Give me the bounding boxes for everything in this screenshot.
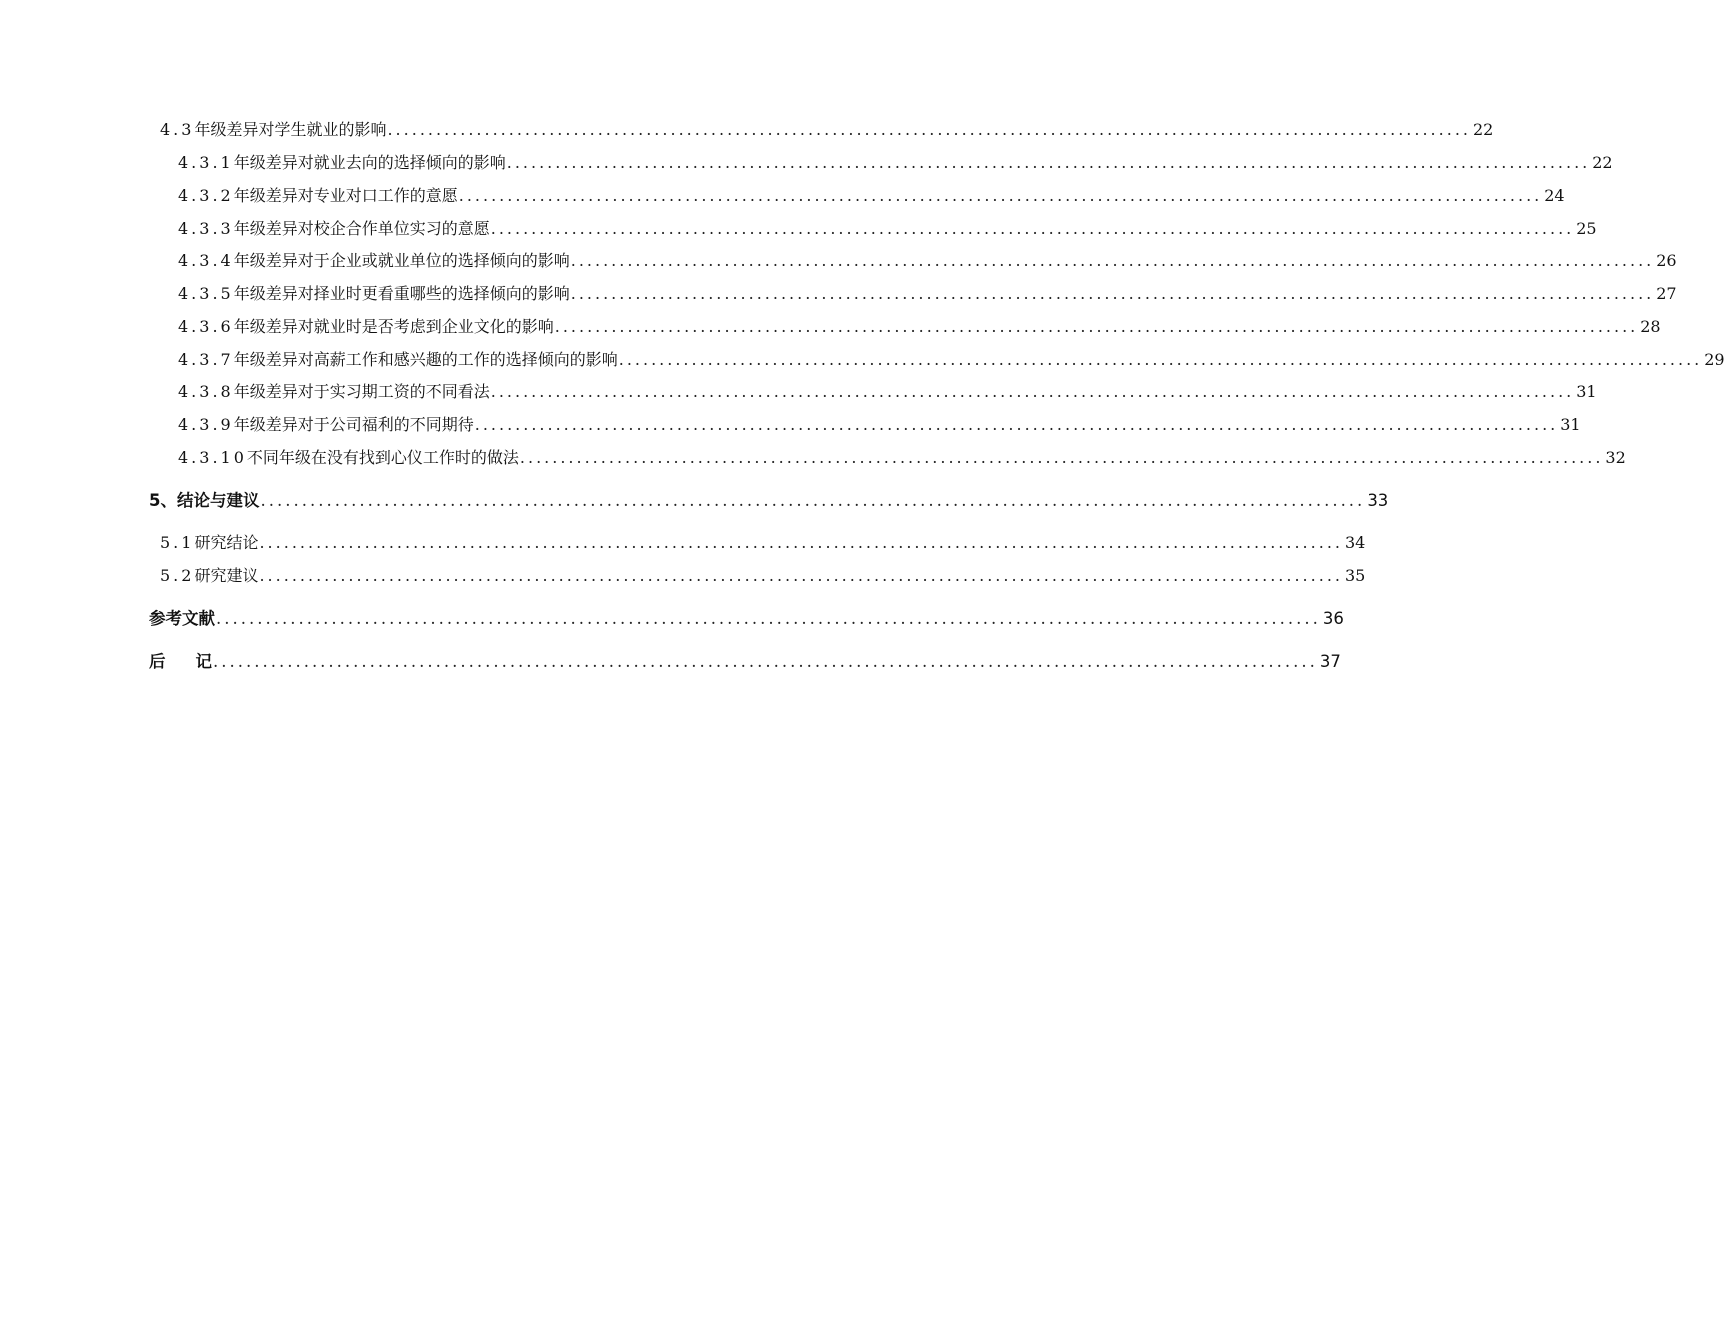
toc-entry-number: 4.3.1 [178, 153, 234, 172]
toc-entry-page: 36 [1322, 609, 1344, 628]
toc-entry[interactable] [178, 183, 1565, 206]
toc-entry-text: 年级差异对就业时是否考虑到企业文化的影响 [233, 317, 554, 336]
toc-entry[interactable] [178, 216, 1597, 239]
toc-entry-page: 31 [1576, 382, 1597, 401]
toc-entry-text: 结论与建议 [176, 491, 260, 510]
toc-chapter-entry[interactable] [149, 648, 1341, 672]
toc-entry-text: 记 [195, 652, 212, 671]
toc-entry-title [178, 183, 458, 206]
toc-entry[interactable] [178, 445, 1626, 468]
toc-entry-page: 35 [1344, 566, 1366, 585]
toc-entry-text: 后 [149, 652, 166, 671]
toc-entry-text: 参考文献 [149, 609, 215, 628]
toc-entry-text: 年级差异对于企业或就业单位的选择倾向的影响 [233, 251, 570, 270]
toc-entry[interactable] [178, 248, 1677, 271]
toc-entry-page: 34 [1344, 533, 1366, 552]
toc-entry-title [149, 487, 259, 511]
toc-leader-dots: ...................................................................................................................................... [260, 491, 1366, 510]
toc-entry-text: 年级差异对于公司福利的不同期待 [233, 415, 474, 434]
toc-entry-text: 年级差异对校企合作单位实习的意愿 [233, 219, 490, 238]
toc-entry[interactable] [160, 117, 1494, 140]
toc-entry-title [178, 248, 570, 271]
toc-chapter-entry[interactable] [149, 487, 1389, 511]
toc-entry-number: 4.3.8 [178, 382, 234, 401]
toc-entry-page: 31 [1560, 415, 1581, 434]
toc-entry-title [160, 563, 258, 586]
toc-entry-page: 22 [1472, 120, 1494, 139]
toc-entry-text: 研究结论 [194, 533, 259, 552]
toc-entry-text: 年级差异对于实习期工资的不同看法 [233, 382, 490, 401]
toc-entry-text: 年级差异对高薪工作和感兴趣的工作的选择倾向的影响 [233, 350, 618, 369]
toc-entry-number: 4.3.6 [178, 317, 234, 336]
toc-entry-page: 28 [1640, 317, 1661, 336]
toc-entry-number: 4.3.10 [178, 448, 247, 467]
toc-chapter-entry[interactable] [149, 605, 1344, 629]
toc-leader-dots: ...................................................................................................................................... [474, 415, 1559, 434]
toc-entry-title [178, 445, 519, 468]
toc-entry-number: 5.1 [160, 533, 195, 552]
toc-entry-page: 32 [1605, 448, 1626, 467]
toc-leader-dots: ...................................................................................................................................... [387, 120, 1471, 139]
toc-entry[interactable] [160, 530, 1366, 553]
toc-leader-dots: ...................................................................................................................................... [618, 350, 1703, 369]
toc-entry-number: 4.3.3 [178, 219, 234, 238]
toc-leader-dots: ...................................................................................................................................... [259, 566, 1343, 585]
toc-leader-dots: ...................................................................................................................................... [506, 153, 1591, 172]
toc-entry-title [149, 648, 212, 672]
toc-entry-page: 27 [1656, 284, 1677, 303]
toc-entry-text: 研究建议 [194, 566, 259, 585]
toc-entry-title [178, 412, 474, 435]
toc-entry-page: 22 [1592, 153, 1613, 172]
toc-entry-page: 25 [1576, 219, 1597, 238]
toc-leader-dots: ...................................................................................................................................... [570, 251, 1655, 270]
toc-entry-title [178, 216, 490, 239]
toc-leader-dots: ...................................................................................................................................... [519, 448, 1604, 467]
toc-entry-page: 37 [1319, 652, 1341, 671]
toc-entry-text: 年级差异对专业对口工作的意愿 [233, 186, 458, 205]
toc-entry[interactable] [178, 412, 1581, 435]
toc-entry-number: 4.3 [160, 120, 195, 139]
toc-entry-number: 4.3.4 [178, 251, 234, 270]
toc-entry-page: 24 [1544, 186, 1565, 205]
toc-leader-dots: ...................................................................................................................................... [554, 317, 1639, 336]
toc-entry[interactable] [178, 150, 1613, 173]
toc-entry-title [178, 347, 618, 370]
toc-entry-title [149, 605, 215, 629]
toc-entry-title [178, 314, 554, 337]
toc-entry-page: 33 [1367, 491, 1389, 510]
toc-entry-number: 4.3.7 [178, 350, 234, 369]
toc-entry-title [178, 150, 506, 173]
toc-leader-dots: ...................................................................................................................................... [490, 382, 1575, 401]
toc-entry-page: 26 [1656, 251, 1677, 270]
toc-leader-dots: ...................................................................................................................................... [213, 652, 1318, 671]
toc-entry-number: 5.2 [160, 566, 195, 585]
toc-entry[interactable] [178, 379, 1597, 402]
toc-entry-title [178, 379, 490, 402]
toc-entry-text: 年级差异对就业去向的选择倾向的影响 [233, 153, 506, 172]
toc-entry-page: 29 [1704, 350, 1725, 369]
toc-entry[interactable] [160, 563, 1366, 586]
toc-leader-dots: ...................................................................................................................................... [259, 533, 1343, 552]
toc-entry-title [160, 530, 258, 553]
toc-leader-dots: ...................................................................................................................................... [490, 219, 1575, 238]
toc-leader-dots: ...................................................................................................................................... [570, 284, 1655, 303]
toc-entry-text: 不同年级在没有找到心仪工作时的做法 [246, 448, 519, 467]
toc-entry-number: 5、 [149, 491, 177, 510]
toc-entry[interactable] [178, 347, 1725, 370]
toc-entry-number: 4.3.5 [178, 284, 234, 303]
toc-leader-dots: ...................................................................................................................................... [216, 609, 1321, 628]
toc-entry-text: 年级差异对择业时更看重哪些的选择倾向的影响 [233, 284, 570, 303]
toc-entry-title [160, 117, 386, 140]
toc-entry-number: 4.3.9 [178, 415, 234, 434]
toc-leader-dots: ...................................................................................................................................... [458, 186, 1543, 205]
toc-entry-number: 4.3.2 [178, 186, 234, 205]
toc-entry[interactable] [178, 281, 1677, 304]
toc-entry[interactable] [178, 314, 1661, 337]
toc-entry-text: 年级差异对学生就业的影响 [194, 120, 387, 139]
toc-entry-title [178, 281, 570, 304]
